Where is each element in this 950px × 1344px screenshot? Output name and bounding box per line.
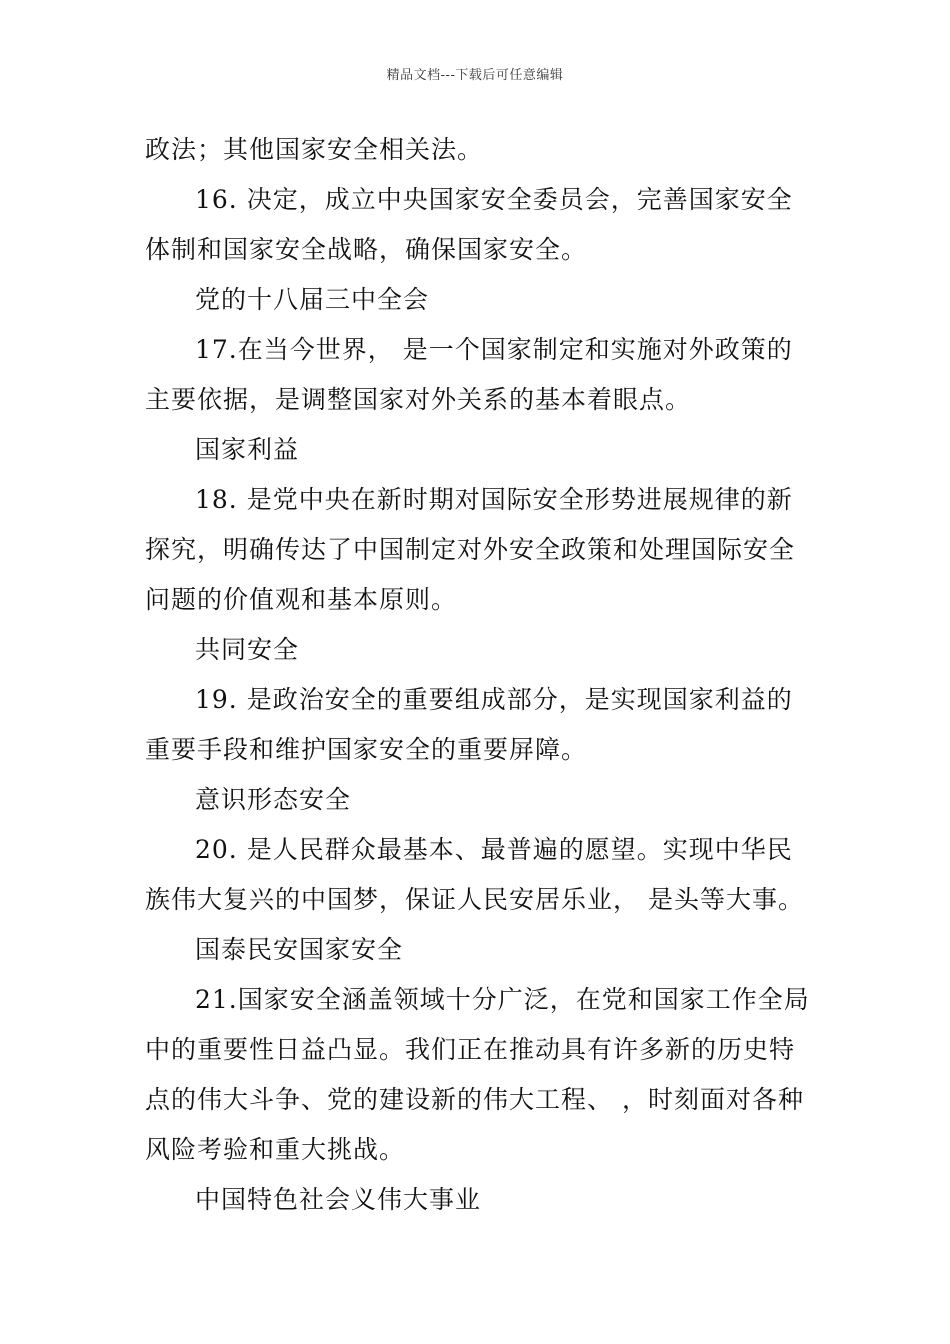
answer-20: 国泰民安国家安全 — [195, 935, 404, 964]
text-line: 重要手段和维护国家安全的重要屏障。 — [145, 735, 588, 764]
page-header: 精品文档---下载后可任意编辑 — [386, 68, 564, 83]
answer-19: 意识形态安全 — [195, 785, 352, 814]
answer-21: 中国特色社会义伟大事业 — [195, 1185, 482, 1214]
question-20: 20. 是人民群众最基本、最普遍的愿望。实现中华民 — [195, 835, 793, 864]
answer-16: 党的十八届三中全会 — [195, 285, 430, 314]
text-line: 族伟大复兴的中国梦，保证人民安居乐业， 是头等大事。 — [145, 885, 804, 914]
question-16: 16. 决定，成立中央国家安全委员会，完善国家安全 — [195, 185, 793, 214]
text-line: 体制和国家安全战略，确保国家安全。 — [145, 235, 588, 264]
text-line: 政法；其他国家安全相关法。 — [145, 135, 484, 164]
text-line: 风险考验和重大挑战。 — [145, 1135, 406, 1164]
document-body — [145, 125, 810, 1225]
question-17: 17.在当今世界， 是一个国家制定和实施对外政策的 — [195, 335, 793, 364]
question-19: 19. 是政治安全的重要组成部分，是实现国家利益的 — [195, 685, 793, 714]
question-21: 21.国家安全涵盖领域十分广泛，在党和国家工作全局 — [195, 985, 810, 1014]
text-line: 主要依据，是调整国家对外关系的基本着眼点。 — [145, 385, 692, 414]
answer-17: 国家利益 — [195, 435, 300, 464]
text-line: 点的伟大斗争、党的建设新的伟大工程、 ，时刻面对各种 — [145, 1085, 804, 1114]
question-18: 18. 是党中央在新时期对国际安全形势进展规律的新 — [195, 485, 793, 514]
text-line: 中的重要性日益凸显。我们正在推动具有许多新的历史特 — [145, 1035, 796, 1064]
text-line: 探究，明确传达了中国制定对外安全政策和处理国际安全 — [145, 535, 796, 564]
answer-18: 共同安全 — [195, 635, 300, 664]
text-line: 问题的价值观和基本原则。 — [145, 585, 458, 614]
